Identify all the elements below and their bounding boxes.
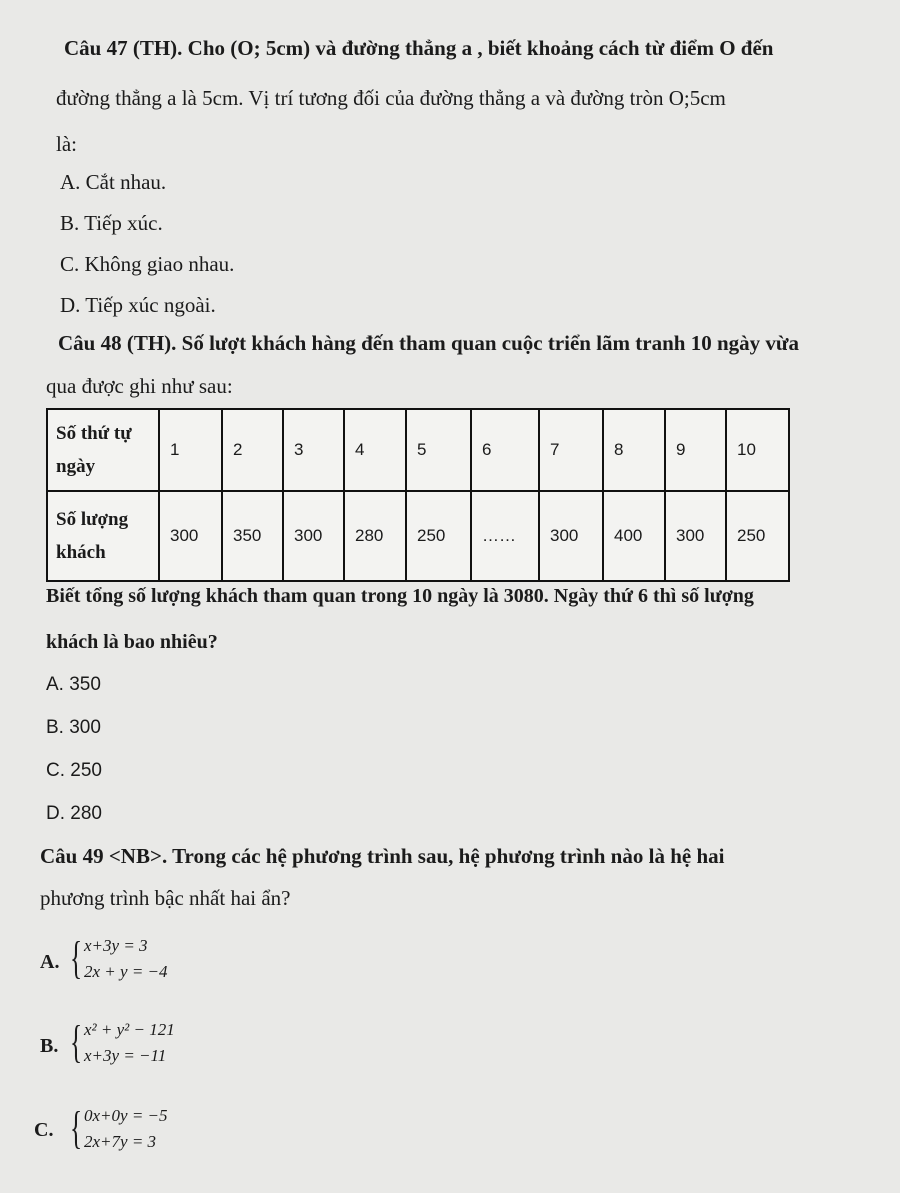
row-header-count	[47, 491, 159, 581]
count-cell: 250	[406, 491, 471, 581]
equation-1: x² + y² − 121	[84, 1020, 175, 1039]
day-cell: 6	[471, 409, 539, 491]
visitor-table	[46, 408, 790, 582]
day-cell: 2	[222, 409, 283, 491]
day-cell: 9	[665, 409, 726, 491]
count-cell: 300	[539, 491, 603, 581]
count-cell: 350	[222, 491, 283, 581]
day-cell: 3	[283, 409, 344, 491]
day-cell: 10	[726, 409, 789, 491]
row-header-day-line2: ngày	[56, 456, 96, 477]
table-row-day	[47, 409, 789, 491]
q47-line3: là:	[56, 132, 77, 156]
equation-2: 2x + y = −4	[84, 962, 168, 981]
day-cell: 5	[406, 409, 471, 491]
q48-line4: khách là bao nhiêu?	[46, 631, 218, 653]
row-header-count-line2: khách	[56, 542, 106, 563]
day-cell: 1	[159, 409, 222, 491]
q48-option-d: D. 280	[46, 803, 102, 824]
q47-option-d: D. Tiếp xúc ngoài.	[60, 293, 216, 317]
day-cell: 7	[539, 409, 603, 491]
count-cell: 300	[159, 491, 222, 581]
q49-option-c-label: C.	[34, 1119, 54, 1141]
count-cell: 300	[283, 491, 344, 581]
q48-option-b: B. 300	[46, 717, 101, 738]
q48-option-a: A. 350	[46, 674, 101, 695]
row-header-day	[47, 409, 159, 491]
brace-icon: {	[70, 1102, 83, 1153]
equation-1: x+3y = 3	[84, 936, 148, 955]
row-header-count-line1: Số lượng	[56, 508, 129, 530]
equation-2: x+3y = −11	[84, 1046, 167, 1065]
q49-line2: phương trình bậc nhất hai ẩn?	[40, 886, 291, 910]
q48-option-c: C. 250	[46, 760, 102, 781]
count-cell: 300	[665, 491, 726, 581]
table-row-count	[47, 491, 789, 581]
q49-option-b-label: B.	[40, 1035, 59, 1057]
row-header-day-line1: Số thứ tự	[56, 422, 132, 444]
q47-option-c: C. Không giao nhau.	[60, 252, 235, 276]
count-cell: 280	[344, 491, 406, 581]
q47-line1: Câu 47 (TH). Cho (O; 5cm) và đường thẳng a , biết khoảng cách từ điểm O đến	[64, 36, 774, 60]
q47-option-a: A. Cắt nhau.	[60, 170, 167, 194]
brace-icon: {	[70, 932, 83, 983]
count-cell: 400	[603, 491, 665, 581]
q49-line1: Câu 49 <NB>. Trong các hệ phương trình sau, hệ phương trình nào là hệ hai	[40, 844, 725, 868]
q47-line2: đường thẳng a là 5cm. Vị trí tương đối của đường thẳng a và đường tròn O;5cm	[56, 86, 726, 110]
q48-line2: qua được ghi như sau:	[46, 374, 233, 398]
q48-line3: Biết tổng số lượng khách tham quan trong 10 ngày là 3080. Ngày thứ 6 thì số lượng	[46, 585, 754, 607]
equation-2: 2x+7y = 3	[84, 1132, 157, 1151]
q48-line1: Câu 48 (TH). Số lượt khách hàng đến tham quan cuộc triển lãm tranh 10 ngày vừa	[58, 331, 800, 355]
count-cell: ……	[471, 491, 539, 581]
day-cell: 8	[603, 409, 665, 491]
day-cell: 4	[344, 409, 406, 491]
count-cell: 250	[726, 491, 789, 581]
equation-1: 0x+0y = −5	[84, 1106, 168, 1125]
brace-icon: {	[70, 1016, 83, 1067]
q47-option-b: B. Tiếp xúc.	[60, 211, 163, 235]
q49-option-a-label: A.	[40, 951, 60, 973]
